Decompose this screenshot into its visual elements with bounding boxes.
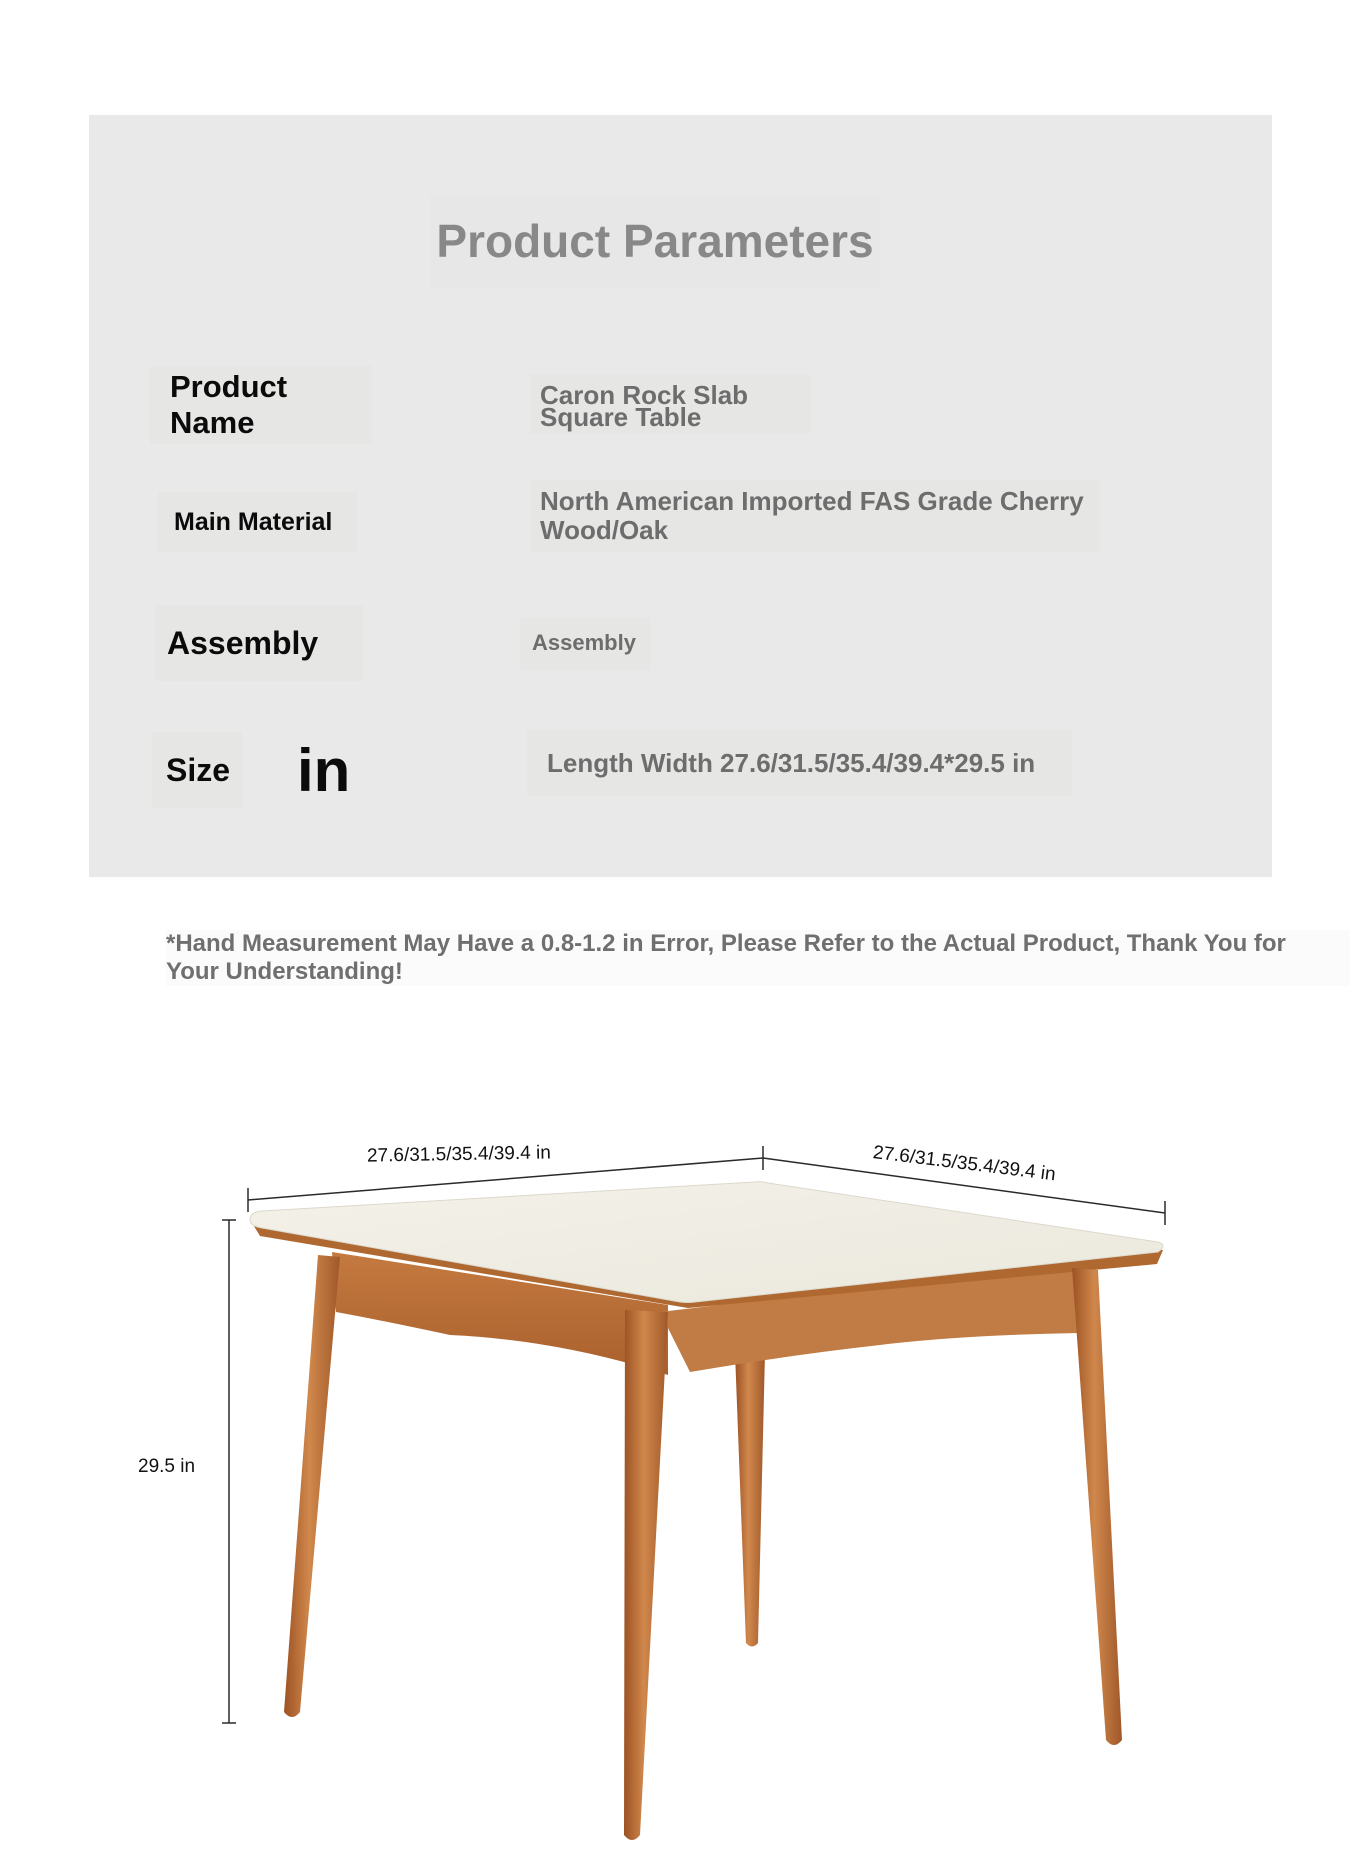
dimension-side-depth: 27.6/31.5/35.4/39.4 in	[871, 1142, 1057, 1186]
dimension-height: 29.5 in	[138, 1456, 196, 1477]
label-size-unit-text: in	[297, 736, 351, 804]
table-leg-back	[735, 1352, 765, 1647]
measurement-note-line2: Your Understanding!	[166, 958, 403, 985]
dimension-front-width: 27.6/31.5/35.4/39.4 in	[366, 1142, 551, 1167]
value-size-text: Length Width 27.6/31.5/35.4/39.4*29.5 in	[547, 748, 1036, 778]
value-assembly-text: Assembly	[532, 630, 636, 655]
value-main-material-line1: North American Imported FAS Grade Cherry	[540, 486, 1084, 516]
table-leg-front-center	[624, 1310, 668, 1840]
measurement-note-line1: *Hand Measurement May Have a 0.8-1.2 in Error, Please Refer to the Actual Product, Thank You for	[166, 930, 1286, 957]
label-size-text: Size	[166, 751, 231, 788]
label-product-name-text: Product Name	[170, 369, 288, 440]
value-main-material-line2: Wood/Oak	[540, 515, 669, 545]
label-assembly-text: Assembly	[167, 624, 319, 661]
table-leg-front-left	[284, 1255, 340, 1717]
value-product-name-line2: Square Table	[540, 402, 702, 432]
label-main-material-text: Main Material	[174, 507, 333, 536]
value-product-name-line1: Caron Rock Slab	[540, 380, 749, 410]
table-leg-front-right	[1072, 1268, 1122, 1745]
page-title: Product Parameters	[430, 195, 880, 287]
